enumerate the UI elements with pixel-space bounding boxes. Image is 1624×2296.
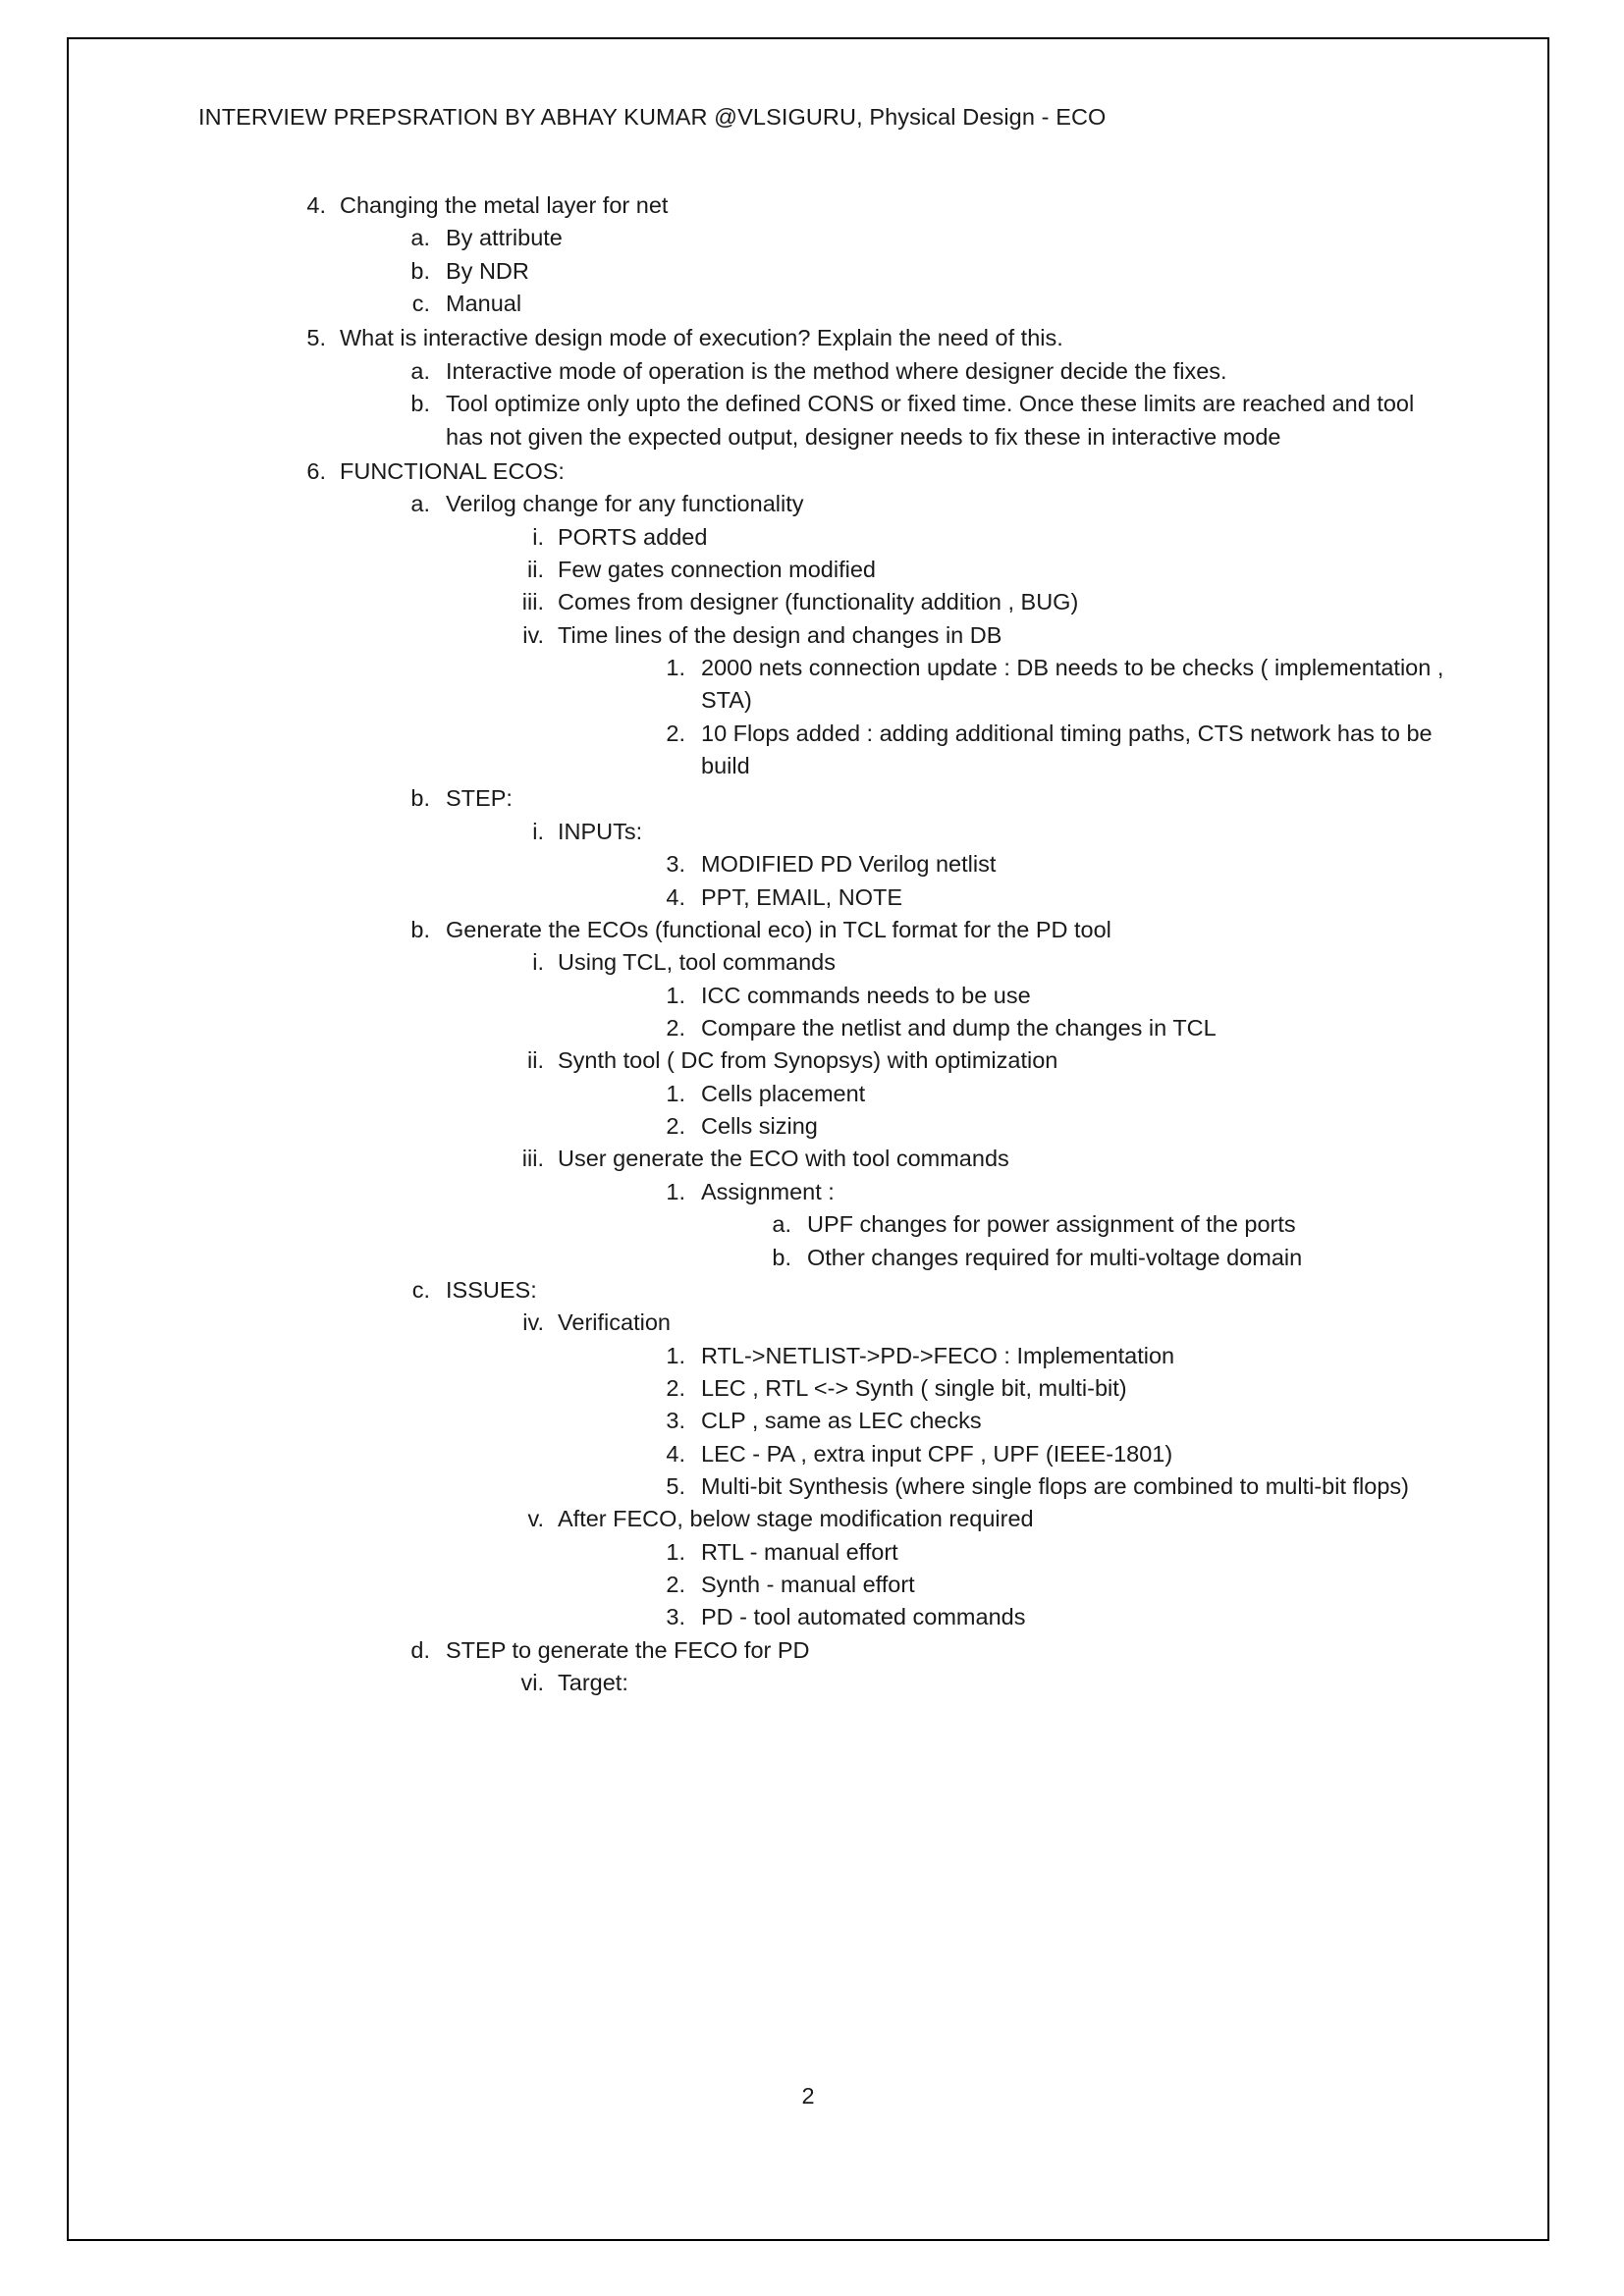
outline-item-text: Generate the ECOs (functional eco) in TCL format for the PD tool: [446, 916, 1111, 942]
outline-item-text: INPUTs:: [558, 818, 643, 844]
outline-item-text: Synth - manual effort: [701, 1572, 915, 1598]
outline-sublist-level-2: [340, 488, 1449, 1699]
outline-item-marker: 4.: [666, 883, 685, 910]
outline-item: [656, 1438, 1449, 1470]
outline-item-marker: 1.: [666, 655, 685, 681]
outline-item-marker: 1.: [666, 1538, 685, 1565]
outline-item: [509, 1503, 1449, 1633]
outline-item-text: By attribute: [446, 225, 563, 251]
outline-sublist-level-4: [558, 848, 1449, 914]
outline-item-text: Comes from designer (functionality addition , BUG): [558, 589, 1079, 615]
outline-item-marker: iii.: [521, 1146, 544, 1172]
outline-item-marker: vi.: [520, 1670, 544, 1696]
outline-item: [297, 455, 1449, 1700]
outline-sublist-level-4: [558, 1340, 1449, 1504]
outline-item-marker: d.: [410, 1636, 430, 1663]
outline-sublist-level-4: [558, 1078, 1449, 1144]
outline-item-marker: a.: [410, 357, 430, 384]
outline-item: [509, 586, 1449, 618]
outline-item-text: Assignment :: [701, 1178, 835, 1204]
outline-item: [509, 1044, 1449, 1143]
outline-item: [401, 388, 1449, 454]
outline-item: [509, 521, 1449, 554]
outline-sublist-level-3: [446, 1667, 1449, 1699]
outline-item: [656, 848, 1449, 881]
outline-item-marker: b.: [410, 257, 430, 284]
outline-item-text: Changing the metal layer for net: [340, 192, 669, 218]
outline-item-text: STEP:: [446, 785, 513, 812]
outline-sublist-level-5: [701, 1208, 1449, 1274]
outline-item-text: PPT, EMAIL, NOTE: [701, 883, 903, 910]
outline-item: [656, 652, 1449, 718]
outline-item-marker: iv.: [522, 621, 544, 648]
outline-item-marker: iii.: [521, 589, 544, 615]
outline-item-marker: b.: [772, 1244, 791, 1270]
outline-item-text: Cells sizing: [701, 1113, 818, 1140]
outline-item-text: Manual: [446, 291, 522, 317]
outline-item: [762, 1208, 1449, 1241]
outline-item-marker: 2.: [666, 1113, 685, 1140]
outline-item-text: 10 Flops added : adding additional timing paths, CTS network has to be build: [701, 720, 1433, 779]
outline-item: [656, 1569, 1449, 1601]
outline-item-text: LEC - PA , extra input CPF , UPF (IEEE-1801): [701, 1440, 1173, 1467]
outline-item: [509, 1667, 1449, 1699]
outline-item-marker: 6.: [306, 457, 326, 484]
outline-item: [656, 1110, 1449, 1143]
outline-item-text: ICC commands needs to be use: [701, 982, 1031, 1008]
outline-item-marker: 3.: [666, 1604, 685, 1630]
outline-item: [509, 946, 1449, 1044]
outline-item-marker: 2.: [666, 1572, 685, 1598]
outline-sublist-level-3: [446, 1307, 1449, 1634]
outline-item: [401, 488, 1449, 782]
outline-item-text: Cells placement: [701, 1080, 866, 1106]
outline-list: [198, 189, 1449, 1700]
outline-item: [297, 322, 1449, 453]
outline-item: [656, 1372, 1449, 1405]
outline-item-marker: b.: [410, 916, 430, 942]
outline-sublist-level-3: [446, 816, 1449, 914]
outline-item-text: UPF changes for power assignment of the ports: [807, 1211, 1296, 1238]
outline-item-marker: 2.: [666, 1014, 685, 1041]
outline-item: [509, 1143, 1449, 1273]
outline-item-text: Synth tool ( DC from Synopsys) with optimization: [558, 1047, 1058, 1074]
outline-item-marker: 3.: [666, 1408, 685, 1434]
outline-sublist-level-4: [558, 652, 1449, 782]
outline-item-marker: 2.: [666, 720, 685, 746]
page-content: [198, 104, 1449, 1702]
outline-sublist-level-4: [558, 1536, 1449, 1634]
outline-item-marker: ii.: [527, 556, 544, 582]
outline-item: [656, 1601, 1449, 1633]
outline-item-marker: 2.: [666, 1374, 685, 1401]
outline-sublist-level-3: [446, 521, 1449, 783]
outline-item: [509, 619, 1449, 783]
outline-item: [656, 980, 1449, 1012]
outline-item-marker: 4.: [306, 192, 326, 218]
outline-item: [509, 816, 1449, 914]
outline-item: [401, 355, 1449, 388]
outline-item-text: Multi-bit Synthesis (where single flops are combined to multi-bit flops): [701, 1473, 1409, 1500]
outline-item-marker: i.: [532, 818, 544, 844]
outline-item-marker: a.: [410, 225, 430, 251]
outline-sublist-level-2: [340, 355, 1449, 454]
outline-item-marker: 5.: [306, 325, 326, 351]
outline-item: [509, 554, 1449, 586]
outline-item: [401, 255, 1449, 288]
outline-item-text: LEC , RTL <-> Synth ( single bit, multi-bit): [701, 1374, 1127, 1401]
outline-sublist-level-4: [558, 1176, 1449, 1274]
outline-item-marker: 3.: [666, 851, 685, 878]
outline-item-text: By NDR: [446, 257, 529, 284]
outline-item: [656, 1340, 1449, 1372]
outline-item: [401, 222, 1449, 254]
outline-item: [401, 288, 1449, 320]
outline-item-text: Few gates connection modified: [558, 556, 876, 582]
outline-item-marker: i.: [532, 949, 544, 976]
outline-item-text: Verification: [558, 1309, 671, 1336]
outline-item: [762, 1242, 1449, 1274]
outline-item-text: 2000 nets connection update : DB needs to be checks ( implementation , STA): [701, 655, 1444, 714]
document-page: [67, 37, 1549, 2241]
outline-item-text: Compare the netlist and dump the changes in TCL: [701, 1014, 1217, 1041]
outline-item-text: Verilog change for any functionality: [446, 491, 804, 517]
outline-item-text: CLP , same as LEC checks: [701, 1408, 982, 1434]
outline-item-marker: c.: [411, 291, 430, 317]
outline-item: [656, 718, 1449, 783]
outline-item-marker: 1.: [666, 1080, 685, 1106]
outline-item-text: Tool optimize only upto the defined CONS or fixed time. Once these limits are reached and tool has not given the expected output, designer needs to fix these in interactive mode: [446, 391, 1415, 450]
outline-sublist-level-4: [558, 980, 1449, 1045]
outline-item: [656, 1470, 1449, 1503]
outline-item-text: Using TCL, tool commands: [558, 949, 836, 976]
document-header: INTERVIEW PREPSRATION BY ABHAY KUMAR @VLSIGURU, Physical Design - ECO: [198, 104, 1107, 130]
outline-item-text: What is interactive design mode of execution? Explain the need of this.: [340, 325, 1063, 351]
outline-item: [656, 1405, 1449, 1437]
outline-item-text: STEP to generate the FECO for PD: [446, 1636, 810, 1663]
outline-item-marker: 1.: [666, 1342, 685, 1368]
outline-item-text: FUNCTIONAL ECOS:: [340, 457, 565, 484]
outline-item-text: RTL - manual effort: [701, 1538, 898, 1565]
outline-item-marker: b.: [410, 391, 430, 417]
outline-item-marker: a.: [772, 1211, 791, 1238]
outline-item: [401, 914, 1449, 1274]
outline-item-text: Other changes required for multi-voltage domain: [807, 1244, 1303, 1270]
outline-item: [401, 782, 1449, 913]
outline-item: [297, 189, 1449, 320]
outline-item: [656, 1078, 1449, 1110]
outline-item-text: Interactive mode of operation is the method where designer decide the fixes.: [446, 357, 1227, 384]
outline-item-text: PORTS added: [558, 523, 708, 550]
outline-item: [401, 1634, 1449, 1700]
outline-item-marker: ii.: [527, 1047, 544, 1074]
outline-item-text: Time lines of the design and changes in DB: [558, 621, 1002, 648]
outline-item-text: PD - tool automated commands: [701, 1604, 1026, 1630]
outline-item-marker: v.: [527, 1506, 544, 1532]
outline-item-text: MODIFIED PD Verilog netlist: [701, 851, 997, 878]
outline-item-text: Target:: [558, 1670, 628, 1696]
outline-item-text: RTL->NETLIST->PD->FECO : Implementation: [701, 1342, 1175, 1368]
outline-sublist-level-2: [340, 222, 1449, 320]
outline-item-marker: a.: [410, 491, 430, 517]
outline-item: [509, 1307, 1449, 1503]
outline-item-text: User generate the ECO with tool commands: [558, 1146, 1009, 1172]
outline-item-marker: 4.: [666, 1440, 685, 1467]
outline-item-marker: i.: [532, 523, 544, 550]
outline-item-marker: 1.: [666, 1178, 685, 1204]
outline-sublist-level-3: [446, 946, 1449, 1274]
outline-item-marker: c.: [411, 1276, 430, 1303]
page-number: 2: [801, 2083, 815, 2109]
outline-item-text: ISSUES:: [446, 1276, 537, 1303]
outline-item: [656, 1012, 1449, 1044]
outline-item: [656, 881, 1449, 914]
outline-item: [401, 1274, 1449, 1634]
outline-item-marker: iv.: [522, 1309, 544, 1336]
outline-item: [656, 1536, 1449, 1569]
outline-item-text: After FECO, below stage modification required: [558, 1506, 1034, 1532]
outline-item-marker: 1.: [666, 982, 685, 1008]
outline-item: [656, 1176, 1449, 1274]
outline-item-marker: b.: [410, 785, 430, 812]
outline-item-marker: 5.: [666, 1473, 685, 1500]
